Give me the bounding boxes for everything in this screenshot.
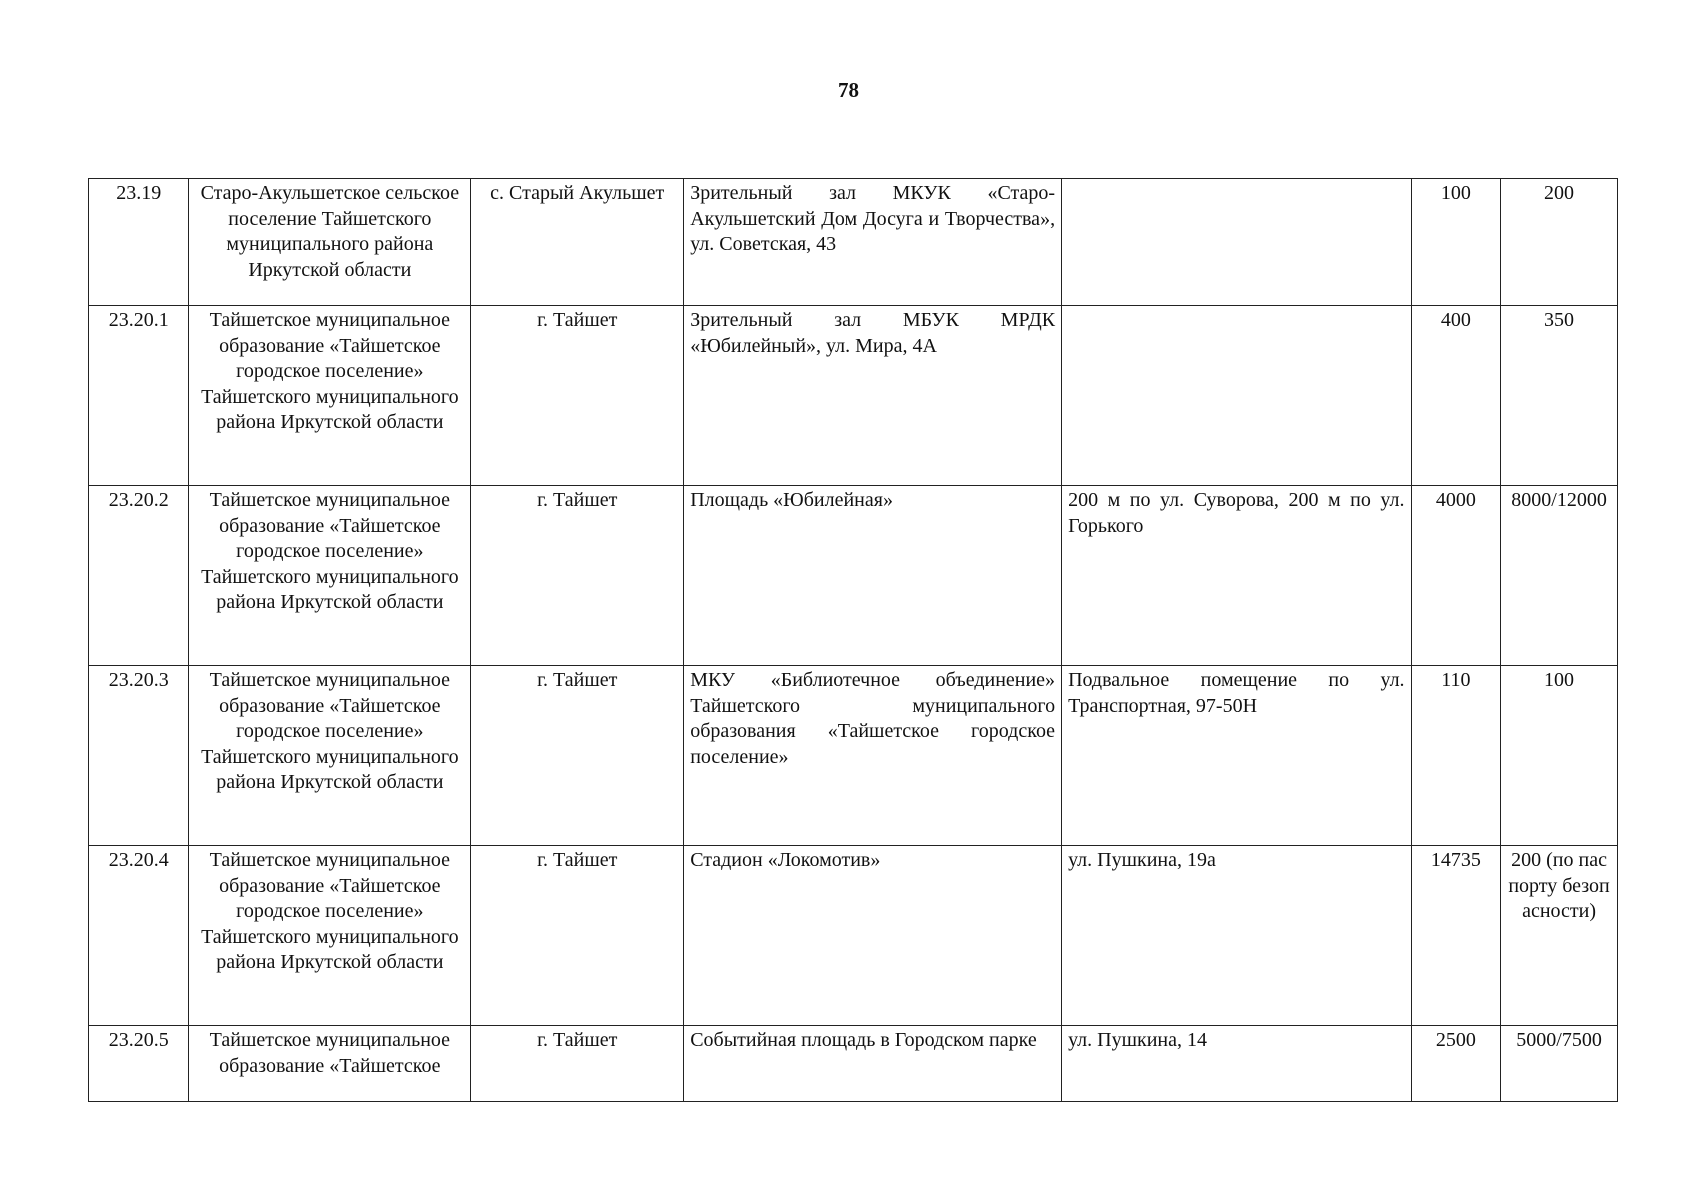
municipality-cell: Старо-Акульшетское сельское поселение Тайшетского муниципального района Иркутской области xyxy=(189,179,471,306)
municipality-cell: Тайшетское муниципальное образование «Тайшетское городское поселение» Тайшетского муниципального района Иркутской области xyxy=(189,306,471,486)
row-number: 23.20.2 xyxy=(89,486,189,666)
row-number: 23.19 xyxy=(89,179,189,306)
table-row xyxy=(89,486,1618,666)
capacity-cell: 5000/7500 xyxy=(1501,1026,1618,1102)
venue-cell: Площадь «Юбилейная» xyxy=(684,486,1062,666)
municipality-cell: Тайшетское муниципальное образование «Тайшетское городское поселение» Тайшетского муниципального района Иркутской области xyxy=(189,486,471,666)
venue-cell: Зрительный зал МБУК МРДК «Юбилейный», ул. Мира, 4А xyxy=(684,306,1062,486)
table-row xyxy=(89,846,1618,1026)
area-cell xyxy=(1062,179,1411,306)
locality-cell: г. Тайшет xyxy=(471,486,684,666)
municipality-cell: Тайшетское муниципальное образование «Тайшетское городское поселение» Тайшетского муниципального района Иркутской области xyxy=(189,666,471,846)
capacity-cell: 100 xyxy=(1501,666,1618,846)
page-number: 78 xyxy=(838,78,859,102)
locality-cell: г. Тайшет xyxy=(471,666,684,846)
venue-cell: Стадион «Локомотив» xyxy=(684,846,1062,1026)
table-row xyxy=(89,306,1618,486)
locality-cell: с. Старый Акульшет xyxy=(471,179,684,306)
value-cell: 14735 xyxy=(1411,846,1501,1026)
municipality-cell: Тайшетское муниципальное образование «Тайшетское xyxy=(189,1026,471,1102)
value-cell: 2500 xyxy=(1411,1026,1501,1102)
capacity-cell: 200 (по паспорту безопасности) xyxy=(1501,846,1618,1026)
row-number: 23.20.1 xyxy=(89,306,189,486)
value-cell: 100 xyxy=(1411,179,1501,306)
municipality-cell: Тайшетское муниципальное образование «Тайшетское городское поселение» Тайшетского муниципального района Иркутской области xyxy=(189,846,471,1026)
venues-table xyxy=(88,178,1618,1102)
row-number: 23.20.4 xyxy=(89,846,189,1026)
area-cell: ул. Пушкина, 19а xyxy=(1062,846,1411,1026)
area-cell: 200 м по ул. Суворова, 200 м по ул. Горького xyxy=(1062,486,1411,666)
venue-cell: МКУ «Библиотечное объединение» Тайшетского муниципального образования «Тайшетское городское поселение» xyxy=(684,666,1062,846)
locality-cell: г. Тайшет xyxy=(471,1026,684,1102)
value-cell: 400 xyxy=(1411,306,1501,486)
locality-cell: г. Тайшет xyxy=(471,306,684,486)
value-cell: 110 xyxy=(1411,666,1501,846)
venue-cell: Событийная площадь в Городском парке xyxy=(684,1026,1062,1102)
capacity-cell: 8000/12000 xyxy=(1501,486,1618,666)
table-row xyxy=(89,666,1618,846)
area-cell: ул. Пушкина, 14 xyxy=(1062,1026,1411,1102)
capacity-cell: 200 xyxy=(1501,179,1618,306)
row-number: 23.20.5 xyxy=(89,1026,189,1102)
area-cell: Подвальное помещение по ул. Транспортная, 97-50Н xyxy=(1062,666,1411,846)
table-row xyxy=(89,1026,1618,1102)
value-cell: 4000 xyxy=(1411,486,1501,666)
area-cell xyxy=(1062,306,1411,486)
locality-cell: г. Тайшет xyxy=(471,846,684,1026)
table-row xyxy=(89,179,1618,306)
venue-cell: Зрительный зал МКУК «Старо-Акульшетский Дом Досуга и Творчества», ул. Советская, 43 xyxy=(684,179,1062,306)
row-number: 23.20.3 xyxy=(89,666,189,846)
capacity-cell: 350 xyxy=(1501,306,1618,486)
